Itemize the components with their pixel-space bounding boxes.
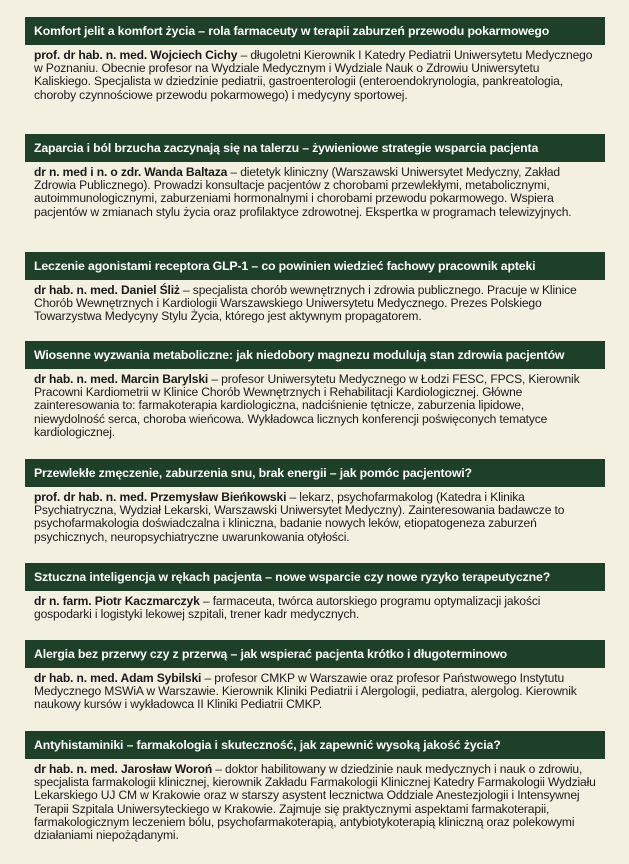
speaker-name: dr n. farm. Piotr Kaczmarczyk xyxy=(34,594,200,608)
session-item xyxy=(25,252,605,324)
speaker-name: dr hab. n. med. Marcin Barylski xyxy=(34,372,209,386)
speaker-bio: – farmaceuta, twórca autorskiego programu optymalizacji jakości gospodarki i logistyki lekowej szpitali, trener kadr medycznych. xyxy=(34,594,541,622)
speaker-info xyxy=(25,162,605,219)
session-item xyxy=(25,341,605,439)
session-title: Leczenie agonistami receptora GLP-1 – co powinien wiedzieć fachowy pracownik apteki xyxy=(25,252,605,280)
speaker-bio: – doktor habilitowany w dziedzinie nauk medycznych i nauk o zdrowiu, specjalista farmakologii klinicznej, kierownik Zakładu Farmakologii Klinicznej Katedry Farmakologii Wydziału Lekarskiego UJ CM w Krakowie oraz w starszy asystent lecznictwa Oddziale Anestezjologii i Intensywnej Terapii Szpitala Uniwersyteckiego w Krakowie. Zajmuje się praktycznymi aspektami farmakoterapii, farmakologicznym leczeniem bólu, psychofarmakoterapią, antybiotykoterapią kliniczną oraz polekowymi działaniami niepożądanymi. xyxy=(34,762,596,843)
speaker-name: dr n. med i n. o zdr. Wanda Baltaza xyxy=(34,165,228,179)
speaker-info xyxy=(25,759,605,842)
speaker-bio: – specjalista chorób wewnętrznych i zdrowia publicznego. Pracuje w Klinice Chorób Wewnętrznych i Kardiologii Warszawskiego Uniwersytetu Medycznego. Prezes Polskiego Towarzystwa Medycyny Stylu Życia, którego jest aktywnym propagatorem. xyxy=(34,283,577,324)
speaker-bio: – długoletni Kierownik I Katedry Pediatrii Uniwersytetu Medycznego w Poznaniu. Obecnie profesor na Wydziale Medycznym i Wydziale Nauk o Zdrowiu Uniwersytetu Kaliskiego. Specjalista w dziedzinie pediatrii, gastroenterologii (enteroendokrynologia, pankreatologia, choroby czynnościowe przewodu pokarmowego) i medycyny sportowej. xyxy=(34,48,593,102)
speaker-info xyxy=(25,487,605,544)
speaker-name: dr hab. n. med. Daniel Śliż xyxy=(34,283,180,297)
session-item xyxy=(25,17,605,102)
session-item xyxy=(25,459,605,544)
speaker-bio: – profesor CMKP w Warszawie oraz profesor Państwowego Instytutu Medycznego MSWiA w Warszawie. Kierownik Kliniki Pediatrii i Alergologii, pediatra, alergolog. Kierownik naukowy kursów i wykładowca II Kliniki Pediatrii CMKP. xyxy=(34,671,577,712)
session-title: Sztuczna inteligencja w rękach pacjenta – nowe wsparcie czy nowe ryzyko terapeutyczne? xyxy=(25,563,605,591)
session-item xyxy=(25,731,605,842)
speaker-name: dr hab. n. med. Jarosław Woroń xyxy=(34,762,213,776)
session-title: Wiosenne wyzwania metaboliczne: jak niedobory magnezu modulują stan zdrowia pacjentów xyxy=(25,341,605,369)
session-title: Zaparcia i ból brzucha zaczynają się na talerzu – żywieniowe strategie wsparcia pacjenta xyxy=(25,134,605,162)
session-item xyxy=(25,563,605,621)
speaker-name: dr hab. n. med. Adam Sybilski xyxy=(34,671,202,685)
speaker-bio: – profesor Uniwersytetu Medycznego w Łodzi FESC, FPCS, Kierownik Pracowni Kardiometrii w Klinice Chorób Wewnętrznych i Rehabilitacji Kardiologicznej. Główne zainteresowania to: farmakoterapia kardiologiczna, nadciśnienie tętnicze, zaburzenia lipidowe, niewydolność serca, choroba wieńcowa. Wykładowca licznych konferencji poświęconych tematyce kardiologicznej. xyxy=(34,372,580,439)
speaker-info xyxy=(25,591,605,621)
session-title: Przewlekłe zmęczenie, zaburzenia snu, brak energii – jak pomóc pacjentowi? xyxy=(25,459,605,487)
speaker-info xyxy=(25,45,605,102)
speaker-bio: – dietetyk kliniczny (Warszawski Uniwersytet Medyczny, Zakład Zdrowia Publicznego). Prowadzi konsultacje pacjentów z chorobami przewlekłymi, metabolicznymi, autoimmunologicznymi, zaburzeniami hormonalnymi i chorobami przewodu pokarmowego. Wspiera pacjentów w zmianach stylu życia oraz profilaktyce zdrowotnej. Ekspertka w programach telewizyjnych. xyxy=(34,165,572,219)
session-title: Komfort jelit a komfort życia – rola farmaceuty w terapii zaburzeń przewodu pokarmowego xyxy=(25,17,605,45)
session-item xyxy=(25,134,605,219)
session-item xyxy=(25,640,605,712)
speaker-info xyxy=(25,280,605,324)
speaker-info xyxy=(25,369,605,439)
speaker-name: prof. dr hab. n. med. Wojciech Cichy xyxy=(34,48,238,62)
session-title: Antyhistaminiki – farmakologia i skuteczność, jak zapewnić wysoką jakość życia? xyxy=(25,731,605,759)
speaker-info xyxy=(25,668,605,712)
speaker-bio: – lekarz, psychofarmakolog (Katedra i Klinika Psychiatryczna, Wydział Lekarski, Warszawski Uniwersytet Medyczny). Zainteresowania badawcze to psychofarmakologia doświadczalna i kliniczna, badanie nowych leków, etiopatogeneza zaburzeń psychicznych, neuropsychiatryczne uwarunkowania otyłości. xyxy=(34,490,565,544)
session-title: Alergia bez przerwy czy z przerwą – jak wspierać pacjenta krótko i długoterminowo xyxy=(25,640,605,668)
speaker-name: prof. dr hab. n. med. Przemysław Bieńkowski xyxy=(34,490,287,504)
